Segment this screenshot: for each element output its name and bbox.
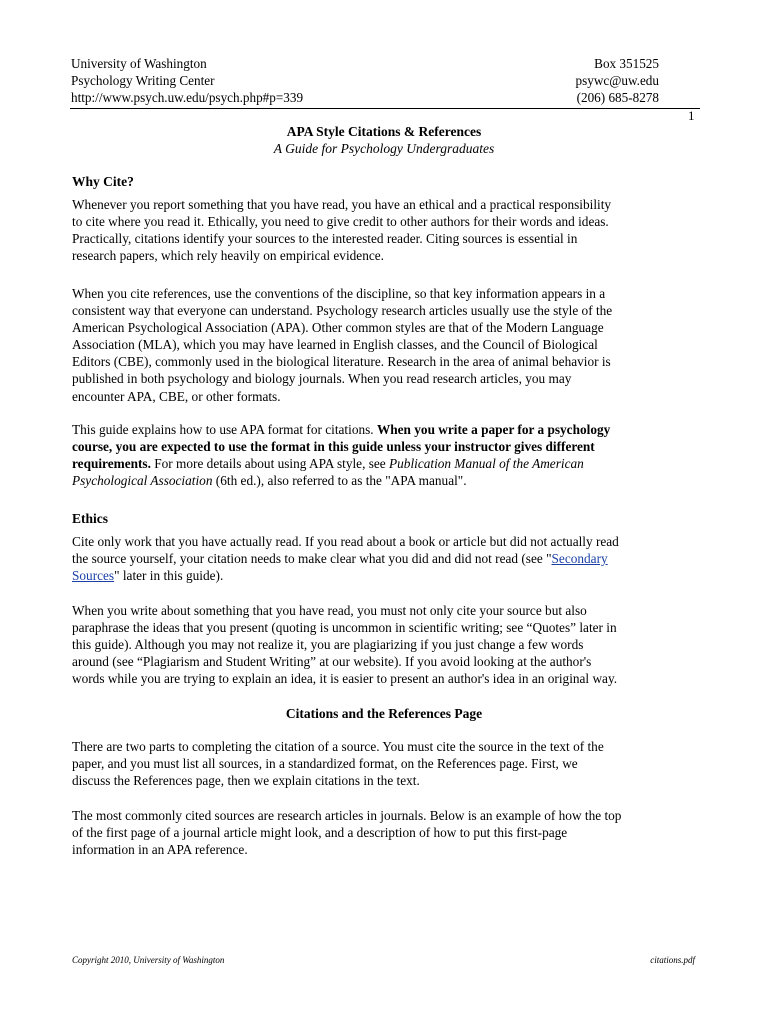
text-plain: (6th ed.), also referred to as the "APA manual". [212, 473, 467, 489]
text-line: Association (MLA), which you may have learned in English classes, and the Council of Biological [72, 337, 598, 353]
secondary-sources-link[interactable]: Sources [72, 568, 115, 584]
heading-ethics: Ethics [72, 511, 109, 526]
footer-copyright: Copyright 2010, University of Washington [72, 955, 225, 965]
text-line: of the first page of a journal article might look, and a description of how to put this first-page [72, 825, 568, 841]
text-line: published in both psychology and biology journals. When you read research articles, you may [72, 371, 572, 387]
why-cite-paragraph-1 [72, 196, 694, 264]
text-bold: requirements. [72, 456, 151, 472]
heading-why-cite: Why Cite? [72, 174, 134, 189]
heading-citations: Citations and the References Page [285, 706, 483, 721]
text-line: There are two parts to completing the citation of a source. You must cite the source in the text of the [72, 739, 604, 754]
text-plain: " later in this guide). [114, 568, 224, 584]
text-line: Whenever you report something that you have read, you have an ethical and a practical responsibility [72, 197, 612, 212]
org-department: Psychology Writing Center [71, 73, 215, 88]
text-line: When you cite references, use the conventions of the discipline, so that key information appears in a [72, 286, 606, 301]
text-plain: This guide explains how to use APA format for citations. [72, 422, 377, 437]
text-line: research papers, which rely heavily on empirical evidence. [72, 248, 384, 264]
text-line: paper, and you must list all sources, in a standardized format, on the References page. First, we [72, 756, 578, 772]
text-line [72, 550, 694, 567]
why-cite-paragraph-3 [72, 421, 694, 489]
org-name: University of Washington [71, 56, 207, 71]
page-number: 1 [688, 108, 695, 123]
text-line [72, 438, 694, 455]
letterhead [70, 55, 700, 109]
text-line: Practically, citations identify your sources to the interested reader. Citing sources is essential in [72, 231, 578, 247]
text-line [72, 455, 694, 472]
document-subtitle: A Guide for Psychology Undergraduates [273, 141, 495, 156]
text-bold: When you write a paper for a psychology [376, 422, 611, 437]
text-line: paraphrase the ideas that you present (quoting is uncommon in scientific writing; see “Quotes” later in [72, 620, 617, 636]
org-url[interactable]: http://www.psych.uw.edu/psych.php#p=339 [71, 90, 304, 105]
text-line: encounter APA, CBE, or other formats. [72, 388, 281, 404]
text-bold: course, you are expected to use the format in this guide unless your instructor gives different [72, 439, 595, 455]
citations-paragraph-2 [72, 807, 694, 858]
text-line: When you write about something that you have read, you must not only cite your source but also [72, 603, 587, 618]
text-line [72, 472, 694, 489]
text-line: this guide). Although you may not realize it, you are plagiarizing if you just change a few words [72, 637, 584, 653]
text-italic: Psychological Association [72, 473, 213, 489]
title-block [0, 123, 768, 157]
text-italic: Publication Manual of the American [389, 456, 584, 472]
letterhead-right [576, 55, 659, 106]
text-line: consistent way that everyone can understand. Psychology research articles usually use the style of the [72, 303, 613, 319]
org-phone: (206) 685-8278 [576, 90, 659, 105]
secondary-sources-link[interactable]: Secondary [551, 551, 608, 567]
text-line: American Psychological Association (APA). Other common styles are that of the Modern Language [72, 320, 604, 336]
text-line [72, 421, 694, 438]
text-line: to cite where you read it. Ethically, you need to give credit to other authors for their words and ideas. [72, 214, 609, 230]
text-line: discuss the References page, then we explain citations in the text. [72, 773, 420, 789]
org-email[interactable]: psywc@uw.edu [575, 73, 659, 88]
ethics-paragraph-1 [72, 533, 694, 584]
text-line: The most commonly cited sources are research articles in journals. Below is an example of how the top [72, 808, 622, 823]
footer-filename: citations.pdf [650, 955, 695, 965]
text-plain: For more details about using APA style, see [150, 456, 390, 472]
text-line: around (see “Plagiarism and Student Writing” at our website). If you avoid looking at the author's [72, 654, 592, 670]
text-plain: the source yourself, your citation needs to make clear what you did and did not read (see " [72, 551, 552, 567]
text-line: words while you are trying to explain an idea, it is easier to present an author's idea in an original way. [72, 671, 618, 687]
org-box: Box 351525 [594, 56, 659, 71]
letterhead-left [71, 55, 303, 106]
text-line: information in an APA reference. [72, 842, 248, 858]
document-title: APA Style Citations & References [286, 124, 482, 139]
citations-paragraph-1 [72, 738, 694, 789]
why-cite-paragraph-2 [72, 285, 694, 405]
text-line [72, 567, 694, 584]
text-line: Cite only work that you have actually read. If you read about a book or article but did not actually read [72, 534, 619, 549]
ethics-paragraph-2 [72, 602, 694, 687]
text-line: Editors (CBE), commonly used in the biological literature. Research in the area of animal behavior is [72, 354, 611, 370]
